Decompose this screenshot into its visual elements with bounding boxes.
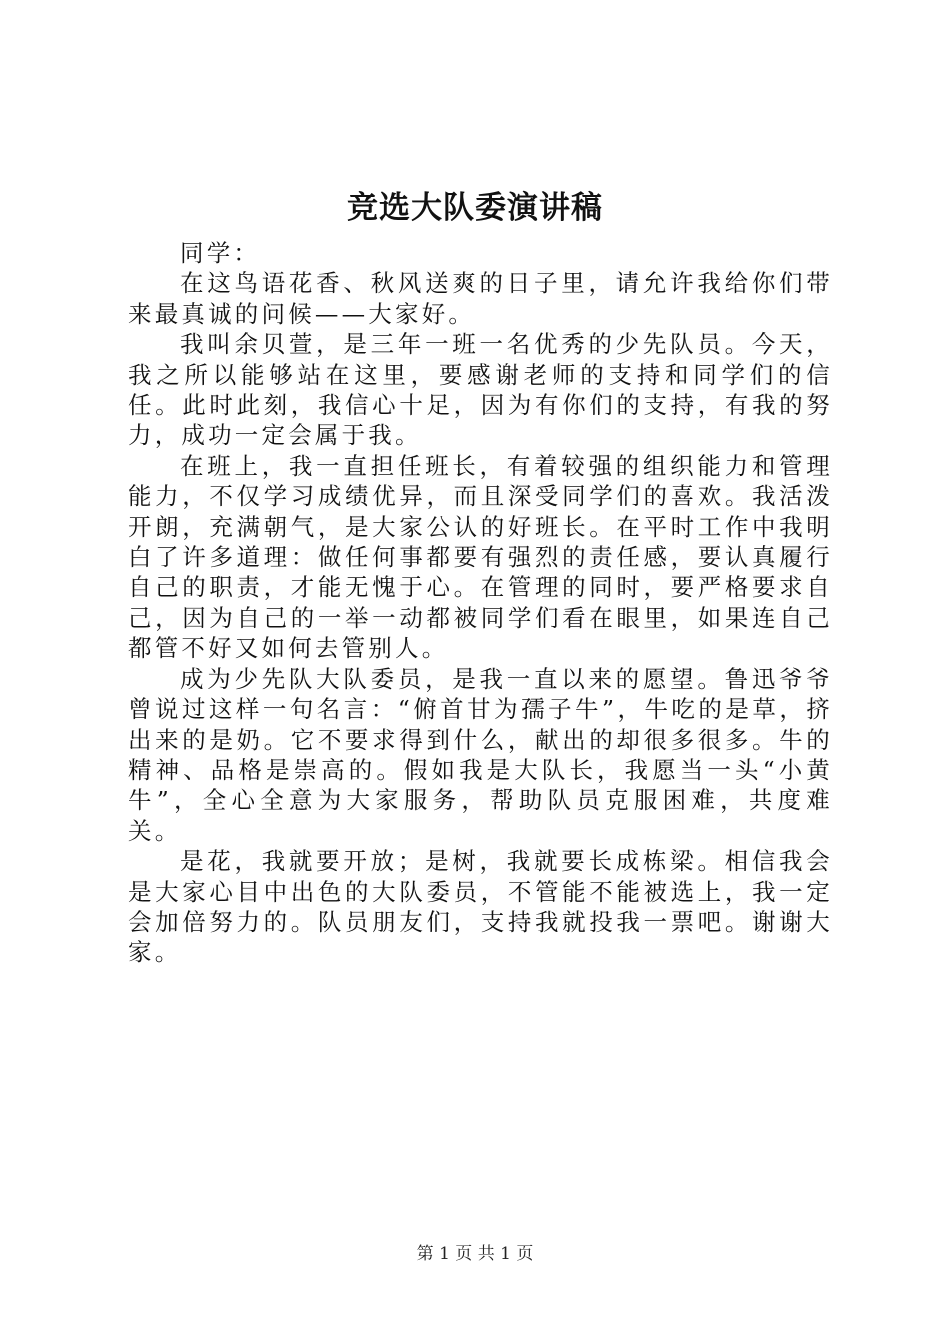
salutation: 同学： <box>180 239 261 267</box>
paragraph-1: 在这鸟语花香、秋风送爽的日子里，请允许我给你们带来最真诚的问候——大家好。 <box>128 269 833 328</box>
document-body <box>128 238 833 968</box>
document-title: 竞选大队委演讲稿 <box>347 190 603 226</box>
paragraph-3: 在班上，我一直担任班长，有着较强的组织能力和管理能力，不仅学习成绩优异，而且深受同学们的喜欢。我活泼开朗，充满朝气，是大家公认的好班长。在平时工作中我明白了许多道理：做任何事都要有强烈的责任感，要认真履行自己的职责，才能无愧于心。在管理的同时，要严格要求自己，因为自己的一举一动都被同学们看在眼里，如果连自己都管不好又如何去管别人。 <box>128 451 833 663</box>
paragraph-5: 是花，我就要开放；是树，我就要长成栋梁。相信我会是大家心目中出色的大队委员，不管能不能被选上，我一定会加倍努力的。队员朋友们，支持我就投我一票吧。谢谢大家。 <box>128 847 833 967</box>
paragraph-2: 我叫余贝萱，是三年一班一名优秀的少先队员。今天，我之所以能够站在这里，要感谢老师的支持和同学们的信任。此时此刻，我信心十足，因为有你们的支持，有我的努力，成功一定会属于我。 <box>128 330 833 450</box>
page-footer: 第 1 页 共 1 页 <box>416 1244 534 1264</box>
paragraph-4: 成为少先队大队委员，是我一直以来的愿望。鲁迅爷爷曾说过这样一句名言：“俯首甘为孺子牛”，牛吃的是草，挤出来的是奶。它不要求得到什么，献出的却很多很多。牛的精神、品格是崇高的。假如我是大队长，我愿当一头“小黄牛”，全心全意为大家服务，帮助队员克服困难，共度难关。 <box>128 664 833 845</box>
